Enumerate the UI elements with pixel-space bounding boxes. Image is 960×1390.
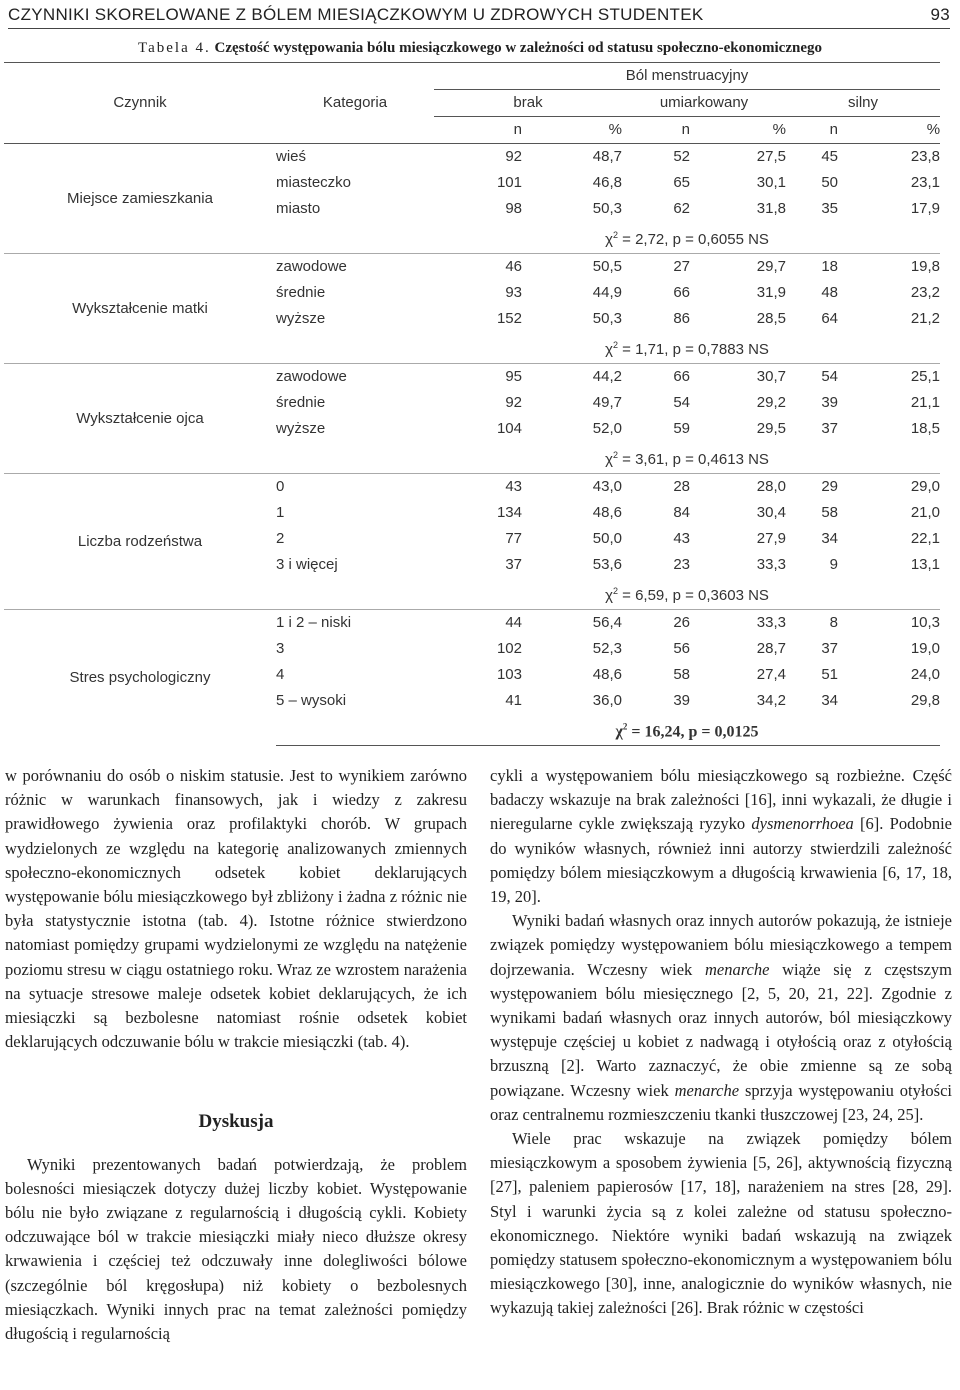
category-cell: wyższe	[276, 420, 326, 437]
value-cell: 34,2	[756, 692, 786, 709]
stat-cell	[434, 714, 940, 746]
factor-label: Wykształcenie matki	[4, 254, 276, 364]
value-cell: 27,4	[756, 666, 786, 683]
table-caption	[0, 40, 960, 57]
value-cell: 102	[496, 640, 522, 657]
value-cell: 21,0	[910, 504, 941, 521]
value-cell: 65	[673, 174, 690, 191]
value-cell: 33,3	[756, 614, 786, 631]
category-cell: miasteczko	[276, 174, 352, 191]
value-cell: 17,9	[910, 200, 941, 217]
value-cell: 24,0	[910, 666, 941, 683]
value-cell: 22,1	[910, 530, 941, 547]
value-cell: 37	[505, 556, 522, 573]
table-row	[4, 144, 940, 171]
value-cell: 43	[505, 478, 522, 495]
value-cell: 86	[673, 310, 690, 327]
category-cell: wyższe	[276, 310, 326, 327]
value-cell: 66	[673, 368, 690, 385]
value-cell: 59	[673, 420, 690, 437]
value-cell: 23	[673, 556, 690, 573]
table-title: Częstość występowania bólu miesiączkowego w zależności od statusu społeczno-ekonomicznego	[214, 40, 822, 56]
value-cell: 54	[673, 394, 690, 411]
value-cell: 77	[505, 530, 522, 547]
value-cell: 98	[505, 200, 522, 217]
chi-symbol: $\chi^2$	[615, 722, 628, 741]
sub-header: n	[513, 121, 522, 138]
paragraph: Wyniki badań własnych oraz innych autorów pokazują, że istnieje związek pomiędzy występowaniem bólu miesiączkowego a tempem dojrzewania. Wczesny wiek menarche wiąże się z częstszym występowaniem bólu miesięcznego [2, 5, 20, 21, 22]. Zgodnie z wynikami badań własnych oraz innych autorów, ból miesiączkowy występuje częściej u kobiet z nadwagą i otyłością oraz z otyłością brzuszną [2]. Warto zaznaczyć, że obie zmienne są ze sobą powiązane. Wczesny wiek menarche sprzyja występowaniu otyłości oraz centralnemu rozmieszczeniu tkanki tłuszczowej [23, 24, 25].	[490, 911, 952, 1124]
value-cell: 28	[673, 478, 690, 495]
category-cell: zawodowe	[276, 368, 347, 385]
category-cell: 5 – wysoki	[276, 692, 347, 709]
category-cell: 3 i więcej	[276, 556, 338, 573]
category-cell: wieś	[276, 148, 307, 165]
factor-label: Liczba rodzeństwa	[4, 474, 276, 610]
sub-header: n	[829, 121, 838, 138]
value-cell: 50,0	[592, 530, 622, 547]
paragraph: cykli a występowaniem bólu miesiączkowego są rozbieżne. Część badaczy wskazuje na brak zależności [16], inni wykazali, że długie i nieregularne cykle zwiększają ryzyko dysmenorrhoea [6]. Podobnie do wyników własnych, również inni autorzy stwierdzili zależność pomiędzy bólem miesiączkowym a długością krwawienia [6, 17, 18, 19, 20].	[490, 766, 953, 907]
value-cell: 48,6	[592, 504, 622, 521]
value-cell: 48	[821, 284, 838, 301]
left-column	[5, 764, 467, 1346]
value-cell: 48,7	[592, 148, 622, 165]
value-cell: 53,6	[592, 556, 622, 573]
stat-value: = 3,61, p = 0,4613 NS	[622, 451, 769, 468]
value-cell: 46,8	[592, 174, 622, 191]
category-cell: 1	[276, 504, 285, 521]
stat-cell	[434, 578, 940, 610]
sub-header: %	[608, 121, 622, 138]
value-cell: 29	[821, 478, 838, 495]
group-header: Ból menstruacyjny	[434, 63, 940, 90]
category-cell: 4	[276, 666, 285, 683]
table-label: Tabela 4.	[138, 40, 211, 56]
value-cell: 30,7	[756, 368, 786, 385]
category-cell: 2	[276, 530, 285, 547]
value-cell: 13,1	[910, 556, 941, 573]
value-cell: 44,9	[592, 284, 622, 301]
value-cell: 44,2	[592, 368, 622, 385]
table-row	[4, 364, 940, 391]
value-cell: 29,7	[756, 258, 786, 275]
value-cell: 37	[821, 640, 838, 657]
value-cell: 101	[496, 174, 522, 191]
value-cell: 18	[821, 258, 838, 275]
value-cell: 36,0	[592, 692, 622, 709]
value-cell: 48,6	[592, 666, 622, 683]
value-cell: 29,8	[910, 692, 941, 709]
paragraph: Wyniki prezentowanych badań potwierdzają, że problem bolesności miesiączek dotyczy dużej liczby kobiet. Występowanie bólu nie było związane z regularnością i długością cykli. Kobiety odczuwające ból w trakcie miesiączki miały nieco dłuższe okresy krwawienia i częściej też odczuwały inne dolegliwości bólowe (szczególnie ból kręgosłupa) niż kobiety o bezbolesnych miesiączkach. Wyniki innych prac na temat zależności pomiędzy długością i regularnością	[5, 1154, 467, 1344]
value-cell: 103	[496, 666, 522, 683]
data-table	[4, 62, 940, 746]
value-cell: 27,5	[756, 148, 786, 165]
right-column	[490, 764, 952, 1321]
stat-value: = 6,59, p = 0,3603 NS	[622, 587, 769, 604]
factor-label: Miejsce zamieszkania	[4, 144, 276, 254]
value-cell: 27,9	[756, 530, 786, 547]
value-cell: 56	[673, 640, 690, 657]
level-header: brak	[434, 90, 622, 117]
value-cell: 30,4	[756, 504, 786, 521]
factor-label: Wykształcenie ojca	[4, 364, 276, 474]
value-cell: 23,8	[910, 148, 941, 165]
value-cell: 31,8	[756, 200, 786, 217]
value-cell: 58	[673, 666, 690, 683]
col-header-category: Kategoria	[322, 94, 388, 111]
value-cell: 51	[821, 666, 838, 683]
value-cell: 30,1	[756, 174, 786, 191]
value-cell: 39	[821, 394, 838, 411]
value-cell: 8	[829, 614, 838, 631]
value-cell: 34	[821, 530, 838, 547]
value-cell: 58	[821, 504, 838, 521]
paragraph: Wiele prac wskazuje na związek pomiędzy bólem miesiączkowym a sposobem żywienia [5, 26], aktywnością fizyczną [27], paleniem papierosów [17, 18], narażeniem na stres [28, 29]. Styl i warunki życia są z kolei zależne od statusu społeczno-ekonomicznego. Niektóre wyniki badań wskazują na związek pomiędzy statusem społeczno-ekonomicznym a występowaniem bólu miesiączkowego [30], inne, analogicznie do wyników własnych, nie wykazują takiej zależności [26]. Brak różnic w częstości	[490, 1129, 952, 1318]
category-cell: średnie	[276, 284, 326, 301]
value-cell: 44	[505, 614, 522, 631]
value-cell: 29,0	[910, 478, 941, 495]
value-cell: 28,7	[756, 640, 786, 657]
value-cell: 35	[821, 200, 838, 217]
category-cell: 0	[276, 478, 285, 495]
value-cell: 39	[673, 692, 690, 709]
value-cell: 21,1	[910, 394, 941, 411]
value-cell: 52	[673, 148, 690, 165]
value-cell: 46	[505, 258, 522, 275]
value-cell: 43,0	[592, 478, 622, 495]
chi-symbol: $\chi^2$	[605, 586, 618, 604]
value-cell: 104	[496, 420, 522, 437]
value-cell: 95	[505, 368, 522, 385]
value-cell: 49,7	[592, 394, 622, 411]
value-cell: 62	[673, 200, 690, 217]
table-row	[4, 610, 940, 637]
paragraph: w porównaniu do osób o niskim statusie. Jest to wynikiem zarówno różnic w warunkach finansowych, jak i wiedzy z zakresu prawidłowego żywienia oraz profilaktyki chorób. W grupach wydzielonych ze względu na kategorię analizowanych zmiennych społeczno-ekonomicznych odsetek kobiet deklarujących występowanie bólu miesiączkowego był zbliżony i żadna z różnic nie była statystycznie istotna (tab. 4). Istotne różnice stwierdzono natomiast pomiędzy grupami wydzielonymi ze względu na natężenie poziomu stresu w ciągu ostatniego roku. Wraz ze wzrostem narażenia na sytuacje stresowe maleje odsetek kobiet deklarujących, że ich miesiączki są bezbolesne natomiast rośnie odsetek kobiet deklarujących odczuwanie bólu w trakcie miesiączki (tab. 4).	[5, 766, 467, 1052]
value-cell: 33,3	[756, 556, 786, 573]
sub-header: n	[681, 121, 690, 138]
running-head	[8, 2, 950, 29]
sub-header: %	[772, 121, 786, 138]
value-cell: 41	[505, 692, 522, 709]
stat-cell	[434, 442, 940, 474]
stat-cell	[434, 332, 940, 364]
value-cell: 43	[673, 530, 690, 547]
level-header: umiarkowany	[622, 90, 786, 117]
table-container	[4, 62, 940, 746]
value-cell: 19,0	[910, 640, 941, 657]
value-cell: 29,5	[756, 420, 786, 437]
chi-symbol: $\chi^2$	[605, 450, 618, 468]
value-cell: 84	[673, 504, 690, 521]
chi-symbol: $\chi^2$	[605, 230, 618, 248]
value-cell: 18,5	[910, 420, 941, 437]
value-cell: 50,3	[592, 310, 622, 327]
value-cell: 50	[821, 174, 838, 191]
category-cell: zawodowe	[276, 258, 347, 275]
value-cell: 66	[673, 284, 690, 301]
value-cell: 92	[505, 394, 522, 411]
page-number: 93	[930, 5, 950, 24]
value-cell: 50,3	[592, 200, 622, 217]
factor-label: Stres psychologiczny	[69, 668, 211, 686]
value-cell: 37	[821, 420, 838, 437]
value-cell: 45	[821, 148, 838, 165]
category-cell: miasto	[276, 200, 321, 217]
sub-header: %	[926, 121, 941, 138]
col-header-factor: Czynnik	[113, 94, 167, 111]
chi-symbol: $\chi^2$	[605, 340, 618, 358]
value-cell: 93	[505, 284, 522, 301]
value-cell: 23,2	[910, 284, 941, 301]
category-cell: 3	[276, 640, 285, 657]
value-cell: 54	[821, 368, 838, 385]
value-cell: 152	[496, 310, 522, 327]
value-cell: 10,3	[910, 614, 941, 631]
value-cell: 28,5	[756, 310, 786, 327]
value-cell: 31,9	[756, 284, 786, 301]
level-header: silny	[786, 90, 940, 117]
value-cell: 26	[673, 614, 690, 631]
value-cell: 92	[505, 148, 522, 165]
table-row	[4, 474, 940, 501]
running-title: CZYNNIKI SKORELOWANE Z BÓLEM MIESIĄCZKOWYM U ZDROWYCH STUDENTEK	[8, 5, 704, 24]
category-cell: średnie	[276, 394, 326, 411]
stat-cell	[434, 222, 940, 254]
value-cell: 56,4	[592, 614, 622, 631]
value-cell: 9	[829, 556, 838, 573]
value-cell: 25,1	[910, 368, 941, 385]
value-cell: 34	[821, 692, 838, 709]
value-cell: 64	[821, 310, 838, 327]
value-cell: 19,8	[910, 258, 941, 275]
value-cell: 28,0	[756, 478, 786, 495]
value-cell: 52,0	[592, 420, 622, 437]
section-heading: Dyskusja	[198, 1111, 274, 1133]
value-cell: 27	[673, 258, 690, 275]
stat-value: = 2,72, p = 0,6055 NS	[622, 231, 769, 248]
stat-value: = 16,24, p = 0,0125	[631, 723, 759, 741]
table-row	[4, 254, 940, 281]
value-cell: 50,5	[592, 258, 622, 275]
value-cell: 23,1	[910, 174, 941, 191]
value-cell: 29,2	[756, 394, 786, 411]
value-cell: 21,2	[910, 310, 941, 327]
value-cell: 52,3	[592, 640, 622, 657]
stat-value: = 1,71, p = 0,7883 NS	[622, 341, 769, 358]
value-cell: 134	[496, 504, 522, 521]
table-body	[4, 144, 940, 746]
category-cell: 1 i 2 – niski	[276, 614, 352, 631]
